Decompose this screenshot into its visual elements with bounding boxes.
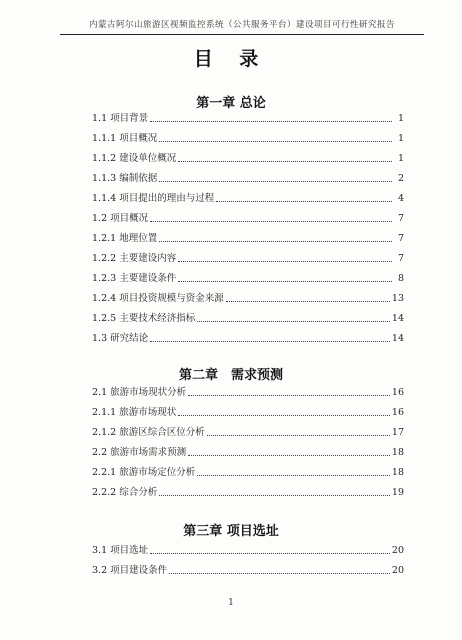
dot-leader bbox=[150, 340, 390, 342]
toc-entry-page: 19 bbox=[391, 487, 404, 498]
page-number: 1 bbox=[228, 598, 234, 608]
header-rule bbox=[60, 34, 424, 35]
toc-entry[interactable] bbox=[92, 270, 404, 284]
toc-entry-label: 2.1 旅游市场现状分析 bbox=[92, 387, 187, 398]
toc-entry-page: 18 bbox=[391, 467, 404, 478]
toc-entry-label: 2.1.2 旅游区综合区位分析 bbox=[92, 427, 205, 438]
toc-entry-label: 1.1 项目背景 bbox=[92, 113, 149, 124]
toc-entry-page: 13 bbox=[391, 293, 404, 304]
dot-leader bbox=[169, 572, 390, 574]
toc-entry[interactable] bbox=[92, 484, 404, 498]
toc-entry[interactable] bbox=[92, 384, 404, 398]
toc-entry-label: 1.2.2 主要建设内容 bbox=[92, 253, 177, 264]
toc-entry-label: 2.2.2 综合分析 bbox=[92, 487, 158, 498]
toc-entry[interactable] bbox=[92, 210, 404, 224]
toc-entry-label: 1.2.1 地理位置 bbox=[92, 233, 158, 244]
toc-entry-label: 1.1.4 项目提出的理由与过程 bbox=[92, 193, 215, 204]
toc-entry-label: 1.1.1 项目概况 bbox=[92, 133, 158, 144]
toc-entry[interactable] bbox=[92, 424, 404, 438]
toc-entry-label: 1.3 研究结论 bbox=[92, 333, 149, 344]
toc-entry-page: 1 bbox=[397, 153, 404, 164]
toc-entry[interactable] bbox=[92, 230, 404, 244]
toc-entry[interactable] bbox=[92, 404, 404, 418]
dot-leader bbox=[188, 394, 390, 396]
chapter-heading-1: 第一章 总论 bbox=[196, 96, 266, 111]
toc-entry[interactable] bbox=[92, 250, 404, 264]
toc-entry-page: 1 bbox=[397, 133, 404, 144]
toc-entry[interactable] bbox=[92, 290, 404, 304]
running-header: 内蒙古阿尔山旅游区视频监控系统（公共服务平台）建设项目可行性研究报告 bbox=[88, 20, 395, 30]
dot-leader bbox=[178, 160, 392, 162]
toc-entry-label: 1.2.3 主要建设条件 bbox=[92, 273, 177, 284]
toc-entry-label: 1.1.2 建设单位概况 bbox=[92, 153, 177, 164]
toc-entry[interactable] bbox=[92, 190, 404, 204]
toc-entry-label: 2.2.1 旅游市场定位分析 bbox=[92, 467, 196, 478]
toc-entry-page: 7 bbox=[397, 213, 404, 224]
toc-entry-page: 17 bbox=[391, 427, 404, 438]
toc-entry[interactable] bbox=[92, 542, 404, 556]
toc-entry-label: 3.2 项目建设条件 bbox=[92, 565, 168, 576]
toc-entry-label: 1.2.4 项目投资规模与资金来源 bbox=[92, 293, 224, 304]
toc-entry[interactable] bbox=[92, 170, 404, 184]
toc-entry[interactable] bbox=[92, 110, 404, 124]
dot-leader bbox=[159, 494, 390, 496]
toc-entry-page: 20 bbox=[391, 545, 404, 556]
toc-entry-label: 2.2 旅游市场需求预测 bbox=[92, 447, 187, 458]
page-title: 目 录 bbox=[193, 48, 269, 70]
toc-entry-page: 4 bbox=[397, 193, 404, 204]
dot-leader bbox=[216, 200, 392, 202]
dot-leader bbox=[226, 300, 390, 302]
toc-entry-label: 3.1 项目选址 bbox=[92, 545, 149, 556]
dot-leader bbox=[150, 552, 390, 554]
toc-entry[interactable] bbox=[92, 330, 404, 344]
toc-entry-label: 1.1.3 编制依据 bbox=[92, 173, 158, 184]
toc-entry-label: 1.2.5 主要技术经济指标 bbox=[92, 313, 196, 324]
toc-entry-page: 14 bbox=[391, 313, 404, 324]
toc-entry-page: 1 bbox=[397, 113, 404, 124]
toc-entry-page: 18 bbox=[391, 447, 404, 458]
toc-entry[interactable] bbox=[92, 562, 404, 576]
dot-leader bbox=[159, 140, 392, 142]
dot-leader bbox=[159, 240, 392, 242]
toc-entry-page: 2 bbox=[397, 173, 404, 184]
toc-entry[interactable] bbox=[92, 310, 404, 324]
chapter-heading-3: 第三章 项目选址 bbox=[183, 524, 279, 539]
dot-leader bbox=[207, 434, 390, 436]
dot-leader bbox=[150, 120, 392, 122]
dot-leader bbox=[159, 180, 392, 182]
dot-leader bbox=[178, 260, 392, 262]
toc-entry[interactable] bbox=[92, 130, 404, 144]
toc-entry-label: 1.2 项目概况 bbox=[92, 213, 149, 224]
toc-entry[interactable] bbox=[92, 150, 404, 164]
dot-leader bbox=[150, 220, 392, 222]
toc-entry[interactable] bbox=[92, 464, 404, 478]
toc-entry-page: 16 bbox=[391, 387, 404, 398]
toc-entry-page: 16 bbox=[391, 407, 404, 418]
chapter-heading-2: 第二章 需求预测 bbox=[178, 368, 283, 383]
dot-leader bbox=[178, 414, 390, 416]
toc-entry-page: 8 bbox=[397, 273, 404, 284]
toc-entry-page: 7 bbox=[397, 233, 404, 244]
toc-entry-page: 7 bbox=[397, 253, 404, 264]
toc-entry-page: 20 bbox=[391, 565, 404, 576]
toc-entry[interactable] bbox=[92, 444, 404, 458]
dot-leader bbox=[188, 454, 390, 456]
toc-entry-page: 14 bbox=[391, 333, 404, 344]
dot-leader bbox=[197, 320, 390, 322]
toc-entry-label: 2.1.1 旅游市场现状 bbox=[92, 407, 177, 418]
dot-leader bbox=[197, 474, 390, 476]
dot-leader bbox=[178, 280, 392, 282]
